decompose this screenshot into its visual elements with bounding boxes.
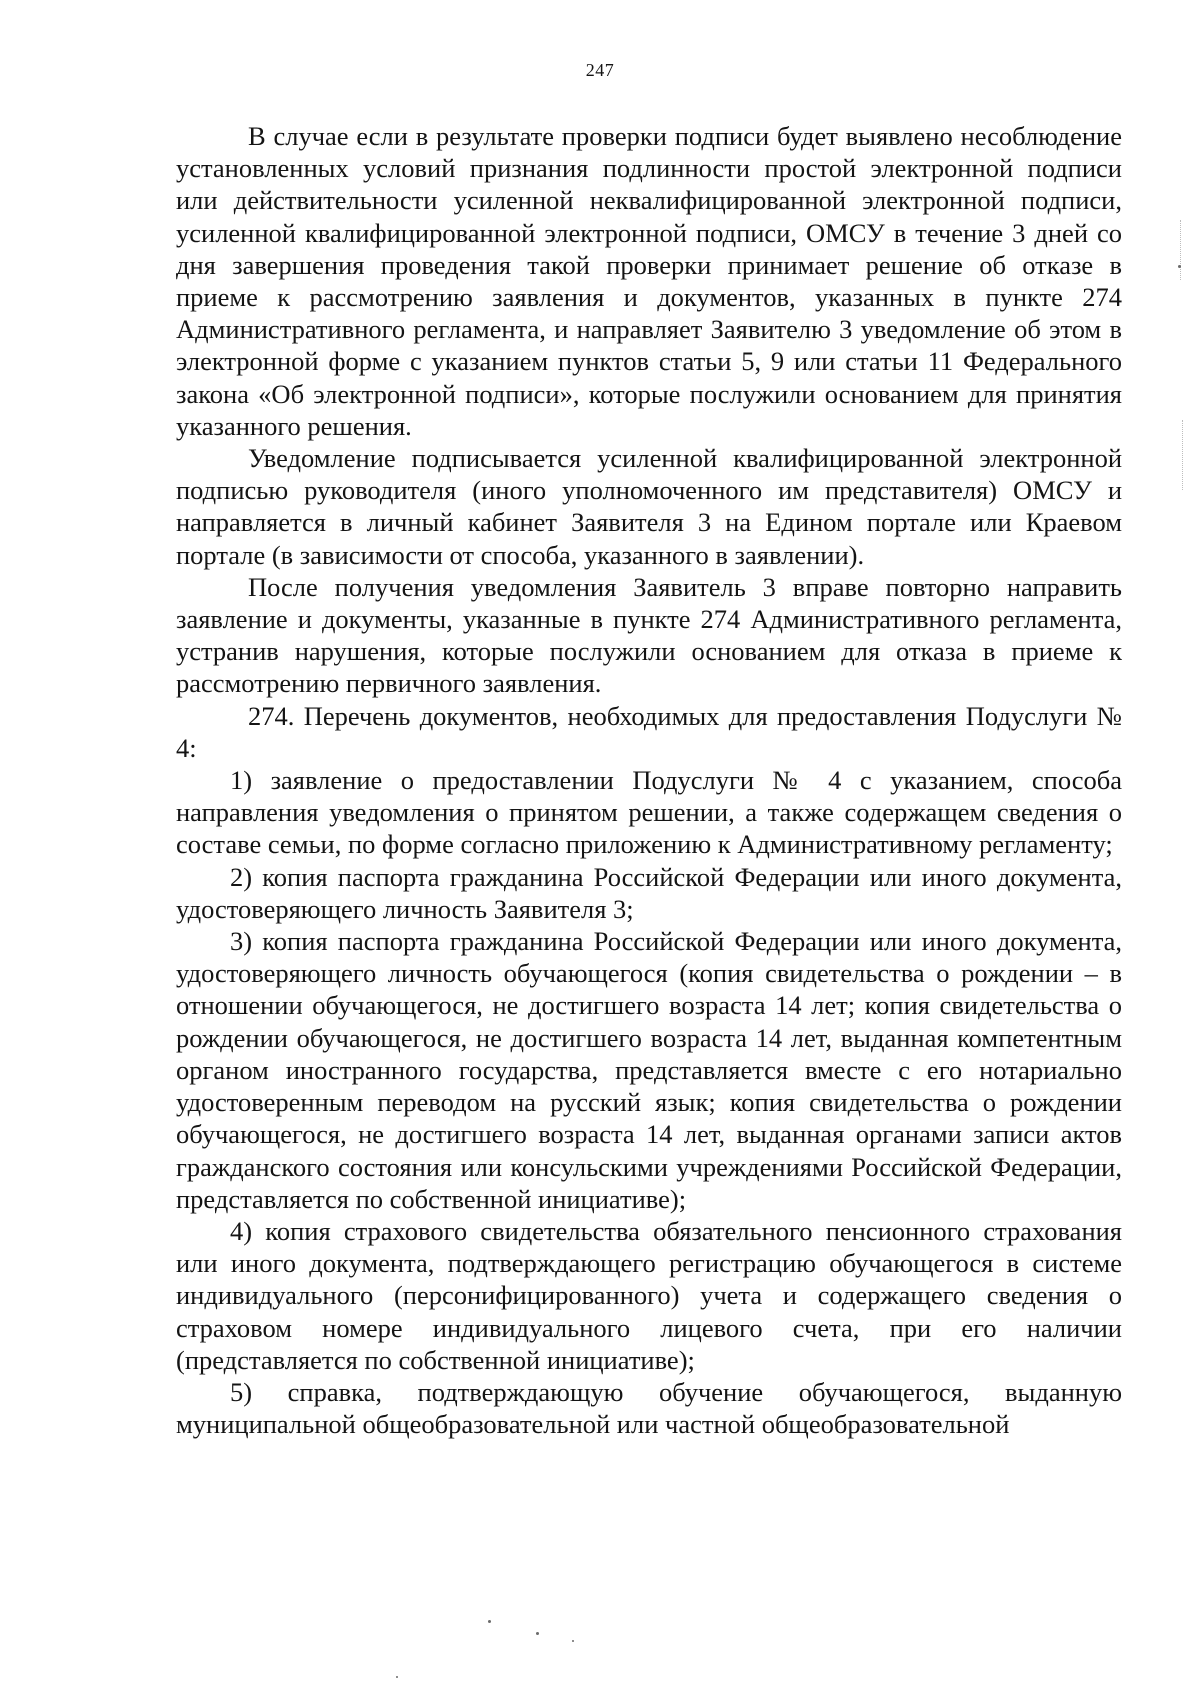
list-item-4: 4) копия страхового свидетельства обязательного пенсионного страхования или иного документа, подтверждающего регистрацию обучающегося в системе индивидуального (персонифицированного) учета и содержащего сведения о страховом номере индивидуального лицевого счета, при его наличии (представляется по собственной инициативе); [176, 1215, 1122, 1375]
paragraph-section-274-heading: 274. Перечень документов, необходимых для предоставления Подуслуги № 4: [176, 700, 1122, 763]
list-item-1: 1) заявление о предоставлении Подуслуги № 4 с указанием, способа направления уведомления о принятом решении, а также содержащем сведения о составе семьи, по форме согласно приложению к Административному регламенту; [176, 765, 1122, 860]
scan-dot [1178, 265, 1181, 268]
document-body [176, 120, 1122, 1440]
list-item-3: 3) копия паспорта гражданина Российской Федерации или иного документа, удостоверяющего личность обучающегося (копия свидетельства о рождении – в отношении обучающегося, не достигшего возраста 14 лет; копия свидетельства о рождении обучающегося, не достигшего возраста 14 лет, выданная компетентным органом иностранного государства, представляется вместе с его нотариально удостоверенным переводом на русский язык; копия свидетельства о рождении обучающегося, не достигшего возраста 14 лет, выданная органами записи актов гражданского состояния или консульскими учреждениями Российской Федерации, представляется по собственной инициативе); [176, 926, 1122, 1214]
scan-dot [536, 1632, 539, 1635]
paragraph-notification: Уведомление подписывается усиленной квалифицированной электронной подписью руководителя (иного уполномоченного им представителя) ОМСУ и направляется в личный кабинет Заявителя 3 на Едином портале или Краевом портале (в зависимости от способа, указанного в заявлении). [176, 443, 1122, 570]
paragraph-signature-check: В случае если в результате проверки подписи будет выявлено несоблюдение установленных условий признания подлинности простой электронной подписи или действительности усиленной неквалифицированной электронной подписи, усиленной квалифицированной электронной подписи, ОМСУ в течение 3 дней со дня завершения проведения такой проверки принимает решение об отказе в приеме к рассмотрению заявления и документов, указанных в пункте 274 Административного регламента, и направляет Заявителю 3 уведомление об этом в электронной форме с указанием пунктов статьи 5, 9 или статьи 11 Федерального закона «Об электронной подписи», которые послужили основанием для принятия указанного решения. [176, 121, 1122, 441]
list-item-5: 5) справка, подтверждающую обучение обучающегося, выданную муниципальной общеобразовательной или частной общеобразовательной [176, 1376, 1122, 1440]
scan-dot [488, 1620, 491, 1623]
paragraph-resubmission: После получения уведомления Заявитель 3 вправе повторно направить заявление и документы, указанные в пункте 274 Административного регламента, устранив нарушения, которые послужили основанием для отказа в приеме к рассмотрению первичного заявления. [176, 571, 1122, 699]
scan-edge-mark [1180, 220, 1181, 280]
page-number: 247 [585, 60, 615, 80]
list-item-2: 2) копия паспорта гражданина Российской Федерации или иного документа, удостоверяющего личность Заявителя 3; [176, 861, 1122, 924]
scan-dot [572, 1640, 574, 1642]
scan-dot [396, 1676, 398, 1678]
scan-edge-mark [1182, 420, 1183, 490]
